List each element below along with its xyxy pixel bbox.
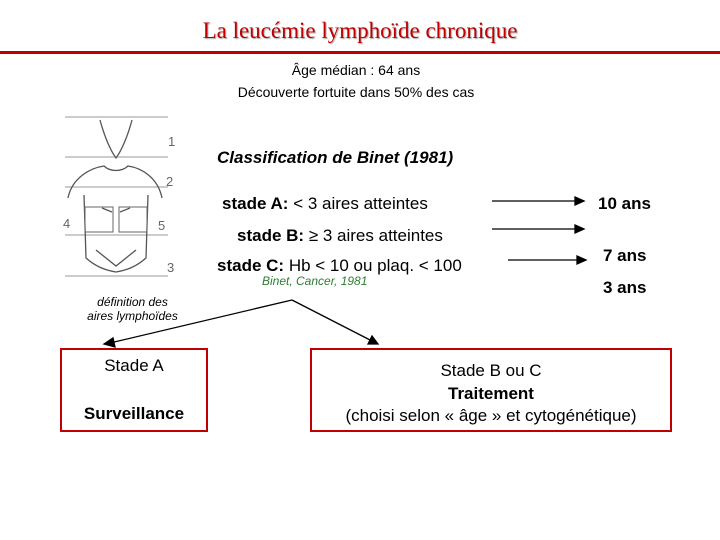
classification-title: Classification de Binet (1981) [217, 148, 454, 167]
stade-a-action: Surveillance [83, 404, 185, 423]
stage-c-criteria: Hb < 10 ou plaq. < 100 [288, 256, 462, 275]
stade-bc-detail: (choisi selon « âge » et cytogénétique) [345, 406, 637, 425]
stage-b-row [237, 226, 443, 246]
stage-b-criteria: ≥ 3 aires atteintes [308, 226, 443, 245]
stage-a-row [222, 194, 428, 214]
caption-line-2: aires lymphoïdes [87, 309, 178, 323]
area-label-5: 5 [158, 218, 166, 233]
area-label-3: 3 [167, 260, 175, 275]
arrow-to-stade-a-head [104, 338, 115, 347]
neck-outline [100, 120, 132, 158]
area-label-1: 1 [168, 134, 176, 149]
arrow-to-stade-bc-head [368, 336, 378, 344]
area-label-2: 2 [166, 174, 174, 189]
shoulders-outline [68, 166, 162, 198]
body-silhouette-icon [68, 120, 162, 272]
stage-a-survival: 10 ans [598, 194, 651, 213]
citation: Binet, Cancer, 1981 [262, 274, 368, 288]
stage-c-name: stade C: [217, 256, 285, 275]
stage-b-name: stade B: [237, 226, 305, 245]
stade-bc-title: Stade B ou C [440, 361, 542, 380]
stade-a-title: Stade A [104, 356, 164, 375]
area-guide-lines [65, 117, 168, 276]
chest-marks [102, 208, 130, 212]
stage-a-criteria: < 3 aires atteintes [293, 194, 428, 213]
groin-outline [96, 250, 136, 266]
caption-line-1: définition des [97, 295, 168, 309]
stage-c-survival: 3 ans [603, 278, 647, 297]
stage-a-name: stade A: [222, 194, 289, 213]
median-age-text: Âge médian : 64 ans [291, 62, 421, 78]
stade-bc-box [310, 348, 672, 432]
arrow-stage-a-head [575, 197, 584, 205]
arrow-stage-b-head [575, 225, 584, 233]
stage-b-survival: 7 ans [603, 246, 647, 265]
stage-c-row [217, 256, 462, 276]
diagram-caption [70, 295, 195, 323]
stade-bc-action: Traitement [448, 384, 534, 403]
page-title: La leucémie lymphoïde chronique [202, 18, 518, 43]
discovery-text: Découverte fortuite dans 50% des cas [237, 84, 475, 100]
stade-a-box [60, 348, 208, 432]
arrow-stage-c-head [577, 256, 586, 264]
area-label-4: 4 [63, 216, 71, 231]
arrow-to-stade-bc [292, 300, 372, 341]
